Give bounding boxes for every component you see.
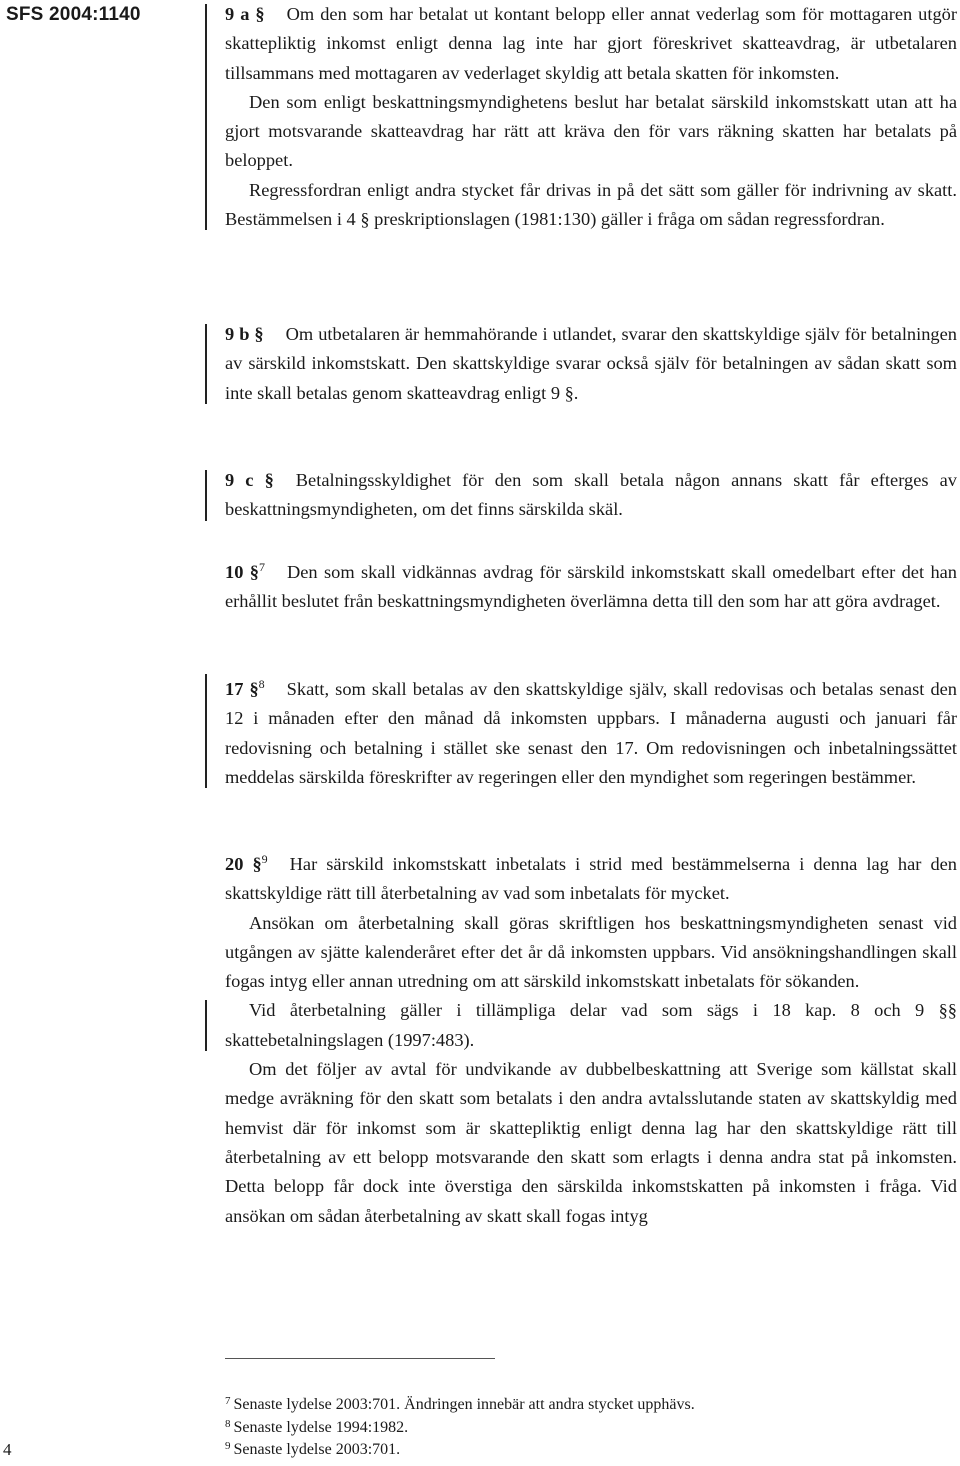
paragraph: 10 §$^7$ Den som skall vidkännas avdrag för särskild inkomstskatt skall omedelbart efter det han erhållit beslutet från beskattningsmyndigheten överlämna detta till den som har att göra avdraget. [225, 560, 957, 612]
footnote: $^8$ Senaste lydelse 1994:1982. [225, 1417, 409, 1436]
footnotes [225, 1392, 945, 1460]
document-id: SFS 2004:1140 [6, 4, 141, 25]
paragraph: Regressfordran enligt andra stycket får drivas in på det sätt som gäller för indrivning av skatt. Bestämmelsen i 4 § preskriptionslagen (1981:130) gäller i fråga om sådan regressfordran. [225, 179, 957, 230]
footnote-ref: 8 [258, 677, 265, 691]
paragraph: 9 b § Om utbetalaren är hemmahörande i utlandet, svarar den skattskyldige själv för betalningen av särskild inkomstskatt. Den skattskyldige svarar också själv för betalningen av sådan skatt som inte skall betalas genom skatteavdrag enligt 9 §. [225, 324, 957, 403]
section-17 [225, 670, 957, 792]
footnote-divider [225, 1358, 495, 1359]
section-9c [225, 466, 957, 525]
section-heading: 10 §$^7$ [225, 560, 265, 582]
footnote: $^9$ Senaste lydelse 2003:701. [225, 1440, 401, 1458]
section-20 [225, 845, 957, 1231]
section-10 [225, 553, 957, 617]
section-heading: 9 a § [225, 4, 265, 24]
footnote-ref: 9 [261, 852, 268, 866]
section-heading: 17 §$^8$ [225, 677, 265, 699]
footnote: $^7$ Senaste lydelse 2003:701. Ändringen innebär att andra stycket upphävs. [225, 1395, 695, 1413]
paragraph: Om det följer av avtal för undvikande av dubbelbeskattning att Sverige som källstat skall medge avräkning för den skatt som betalats i den andra avtalsslutande staten av skattskyldig med hemvist där för inkomst som är skattepliktig enligt denna lag har den skattskyldige rätt till återbetalning av ett belopp motsvarande den skatt som erlagts i denna andra stat på inkomsten. Detta belopp får dock inte överstiga den särskilda inkomstskatten på inkomsten i fråga. Vid ansökan om sådan återbetalning av skatt skall fogas intyg [225, 1059, 957, 1226]
page-number: 4 [3, 1440, 12, 1459]
section-9a [225, 0, 957, 234]
paragraph: 20 §$^9$ Har särskild inkomstskatt inbetalats i strid med bestämmelserna i denna lag har den skattskyldige rätt till återbetalning av vad som inbetalats för mycket. [225, 852, 957, 904]
section-heading: 9 b § [225, 324, 264, 344]
section-heading: 9 c § [225, 470, 274, 490]
section-heading: 20 §$^9$ [225, 852, 268, 874]
paragraph: Den som enligt beskattningsmyndighetens beslut har betalat särskild inkomstskatt utan att ha gjort motsvarande skatteavdrag har rätt att kräva den för vars räkning skatten har betalats på beloppet. [225, 91, 957, 171]
paragraph: Vid återbetalning gäller i tillämpliga delar vad som sägs i 18 kap. 8 och 9 §§ skattebetalningslagen (1997:483). [225, 996, 957, 1055]
footnote-ref: 7 [258, 560, 265, 574]
paragraph: 9 c § Betalningsskyldighet för den som skall betala någon annans skatt får efterges av beskattningsmyndigheten, om det finns särskilda skäl. [225, 470, 957, 520]
paragraph: 17 §$^8$ Skatt, som skall betalas av den skattskyldige själv, skall redovisas och betalas senast den 12 i månaden efter den månad då inkomsten uppbars. I månaderna augusti och januari får redovisning och betalning i stället ske senast den 17. Om redovisningen och inbetalningssättet meddelas särskilda föreskrifter av regeringen eller den myndighet som regeringen bestämmer. [225, 677, 957, 787]
paragraph: 9 a § Om den som har betalat ut kontant belopp eller annat vederlag som för mottagaren utgör skattepliktig inkomst enligt denna lag inte har gjort föreskrivet skatteavdrag, är utbetalaren tillsammans med mottagaren av vederlaget skyldig att betala skatten för inkomsten. [225, 4, 958, 83]
paragraph: Ansökan om återbetalning skall göras skriftligen hos beskattningsmyndigheten senast vid utgången av sjätte kalenderåret efter det år då inkomsten uppbars. Vid ansökningshandlingen skall fogas intyg eller annan utredning om att särskild inkomstskatt inbetalats för sökanden. [225, 912, 957, 992]
section-9b [225, 320, 957, 408]
